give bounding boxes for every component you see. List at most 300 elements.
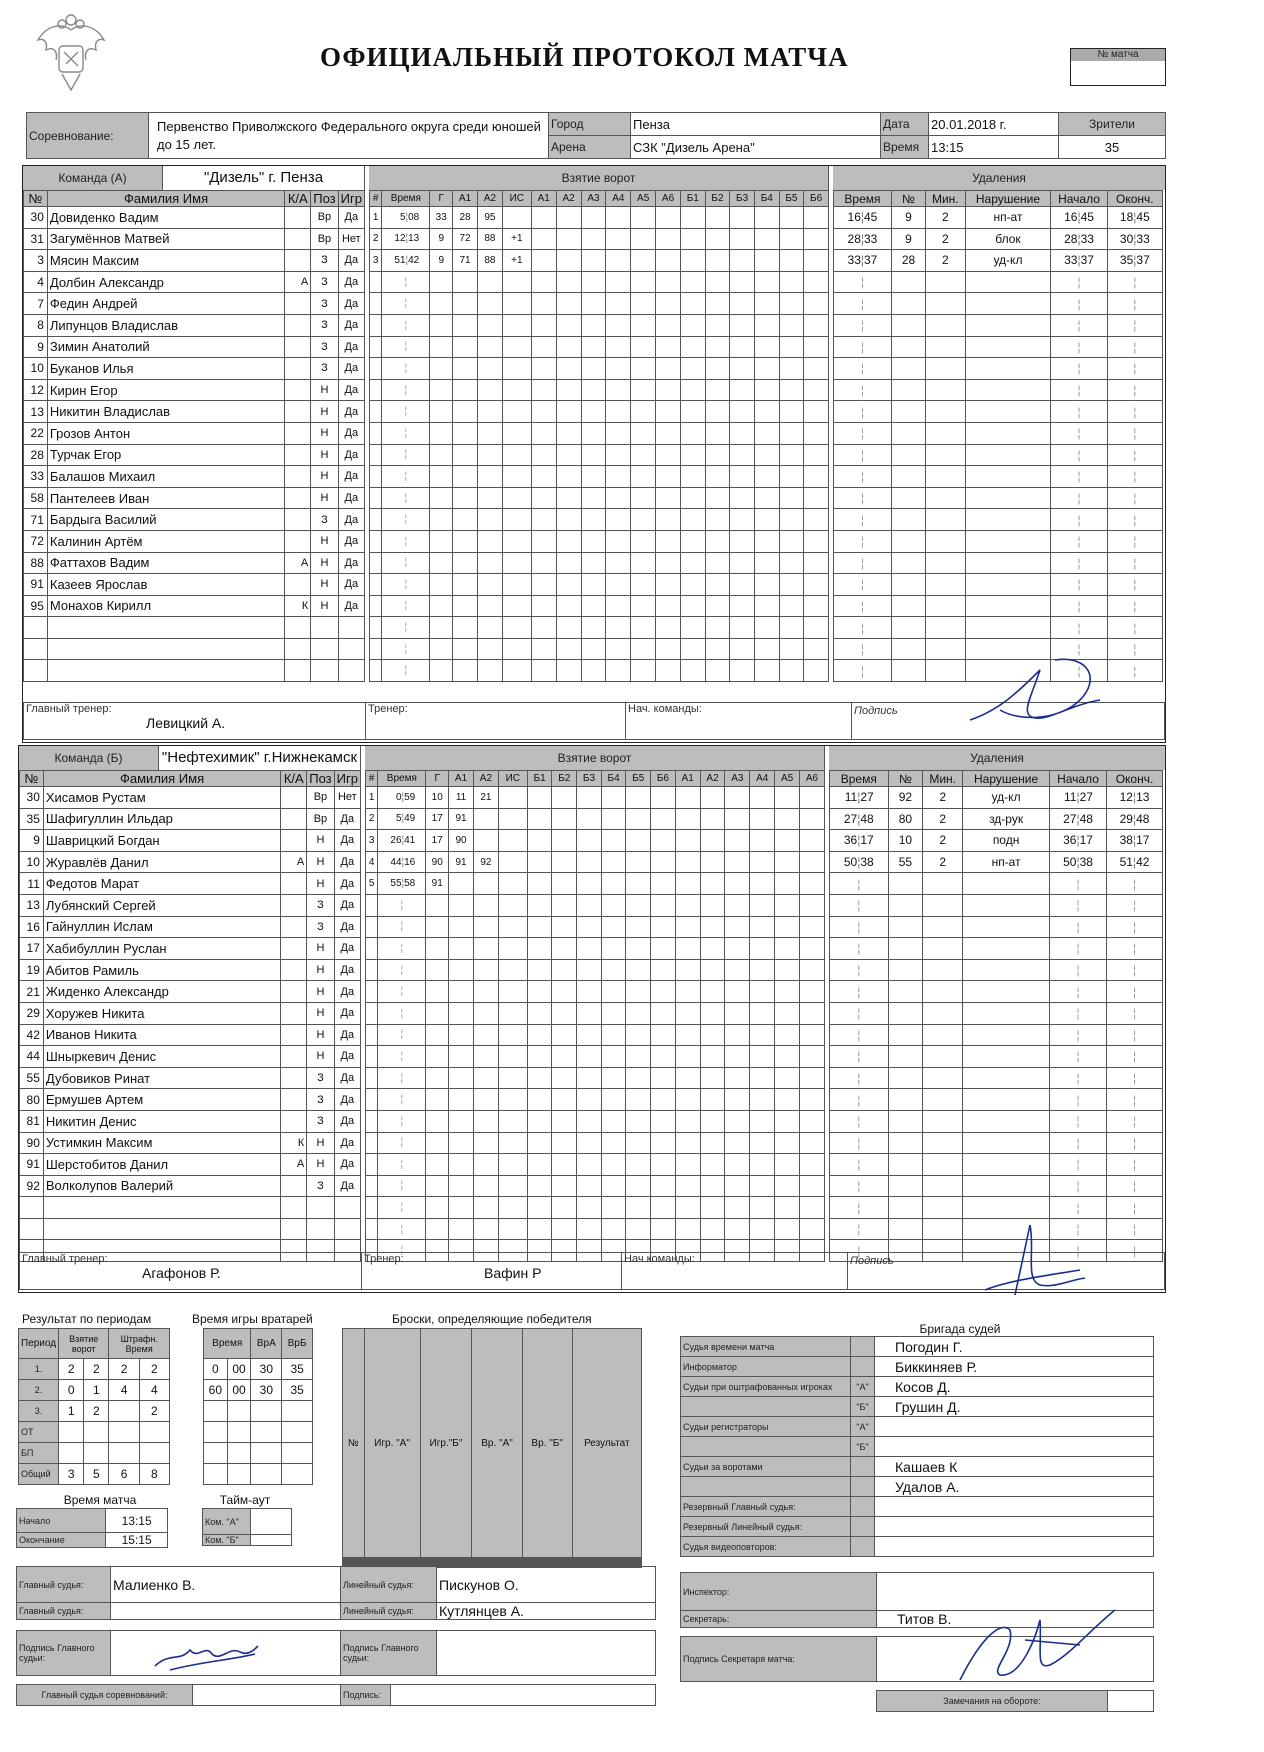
on-ice-cell[interactable] <box>779 271 804 293</box>
on-ice-cell[interactable] <box>700 1175 725 1197</box>
on-ice-cell[interactable] <box>577 959 602 981</box>
on-ice-cell[interactable] <box>700 1002 725 1024</box>
on-ice-cell[interactable] <box>700 938 725 960</box>
on-ice-cell[interactable] <box>680 595 705 617</box>
on-ice-cell[interactable] <box>531 530 556 552</box>
on-ice-cell[interactable] <box>800 981 825 1003</box>
on-ice-cell[interactable] <box>601 938 626 960</box>
on-ice-cell[interactable] <box>577 787 602 809</box>
on-ice-cell[interactable] <box>779 250 804 272</box>
on-ice-cell[interactable] <box>680 228 705 250</box>
on-ice-cell[interactable] <box>779 314 804 336</box>
on-ice-cell[interactable] <box>631 358 656 380</box>
on-ice-cell[interactable] <box>581 595 606 617</box>
on-ice-cell[interactable] <box>725 959 750 981</box>
on-ice-cell[interactable] <box>680 422 705 444</box>
on-ice-cell[interactable] <box>705 617 730 639</box>
on-ice-cell[interactable] <box>651 959 676 981</box>
on-ice-cell[interactable] <box>775 894 800 916</box>
on-ice-cell[interactable] <box>754 509 779 531</box>
on-ice-cell[interactable] <box>581 401 606 423</box>
on-ice-cell[interactable] <box>531 293 556 315</box>
on-ice-cell[interactable] <box>705 401 730 423</box>
on-ice-cell[interactable] <box>804 314 829 336</box>
on-ice-cell[interactable] <box>552 1175 577 1197</box>
on-ice-cell[interactable] <box>800 1197 825 1219</box>
on-ice-cell[interactable] <box>804 444 829 466</box>
on-ice-cell[interactable] <box>577 1046 602 1068</box>
on-ice-cell[interactable] <box>527 830 552 852</box>
on-ice-cell[interactable] <box>730 401 755 423</box>
on-ice-cell[interactable] <box>577 1067 602 1089</box>
on-ice-cell[interactable] <box>754 422 779 444</box>
on-ice-cell[interactable] <box>527 959 552 981</box>
on-ice-cell[interactable] <box>527 1024 552 1046</box>
on-ice-cell[interactable] <box>552 787 577 809</box>
on-ice-cell[interactable] <box>705 660 730 682</box>
on-ice-cell[interactable] <box>626 981 651 1003</box>
on-ice-cell[interactable] <box>804 228 829 250</box>
on-ice-cell[interactable] <box>754 207 779 229</box>
on-ice-cell[interactable] <box>527 808 552 830</box>
on-ice-cell[interactable] <box>577 916 602 938</box>
on-ice-cell[interactable] <box>577 894 602 916</box>
on-ice-cell[interactable] <box>775 1132 800 1154</box>
on-ice-cell[interactable] <box>581 444 606 466</box>
on-ice-cell[interactable] <box>800 1067 825 1089</box>
on-ice-cell[interactable] <box>531 314 556 336</box>
on-ice-cell[interactable] <box>725 894 750 916</box>
on-ice-cell[interactable] <box>675 1218 700 1240</box>
on-ice-cell[interactable] <box>700 981 725 1003</box>
referee-2-sign-cell[interactable] <box>437 1631 656 1676</box>
on-ice-cell[interactable] <box>750 938 775 960</box>
on-ice-cell[interactable] <box>700 959 725 981</box>
on-ice-cell[interactable] <box>577 1132 602 1154</box>
on-ice-cell[interactable] <box>631 466 656 488</box>
on-ice-cell[interactable] <box>775 787 800 809</box>
on-ice-cell[interactable] <box>631 617 656 639</box>
on-ice-cell[interactable] <box>800 873 825 895</box>
on-ice-cell[interactable] <box>730 552 755 574</box>
on-ice-cell[interactable] <box>804 509 829 531</box>
on-ice-cell[interactable] <box>656 487 681 509</box>
on-ice-cell[interactable] <box>675 1175 700 1197</box>
on-ice-cell[interactable] <box>656 207 681 229</box>
on-ice-cell[interactable] <box>804 358 829 380</box>
on-ice-cell[interactable] <box>680 314 705 336</box>
on-ice-cell[interactable] <box>552 894 577 916</box>
on-ice-cell[interactable] <box>775 916 800 938</box>
on-ice-cell[interactable] <box>700 851 725 873</box>
on-ice-cell[interactable] <box>675 1002 700 1024</box>
on-ice-cell[interactable] <box>750 959 775 981</box>
on-ice-cell[interactable] <box>606 358 631 380</box>
on-ice-cell[interactable] <box>631 487 656 509</box>
on-ice-cell[interactable] <box>800 1218 825 1240</box>
on-ice-cell[interactable] <box>750 1110 775 1132</box>
on-ice-cell[interactable] <box>725 981 750 1003</box>
on-ice-cell[interactable] <box>705 444 730 466</box>
on-ice-cell[interactable] <box>577 1197 602 1219</box>
on-ice-cell[interactable] <box>700 1154 725 1176</box>
on-ice-cell[interactable] <box>800 851 825 873</box>
on-ice-cell[interactable] <box>606 509 631 531</box>
on-ice-cell[interactable] <box>680 336 705 358</box>
on-ice-cell[interactable] <box>531 466 556 488</box>
on-ice-cell[interactable] <box>556 228 581 250</box>
on-ice-cell[interactable] <box>601 1110 626 1132</box>
on-ice-cell[interactable] <box>779 638 804 660</box>
on-ice-cell[interactable] <box>656 314 681 336</box>
on-ice-cell[interactable] <box>700 894 725 916</box>
on-ice-cell[interactable] <box>775 1024 800 1046</box>
on-ice-cell[interactable] <box>606 314 631 336</box>
on-ice-cell[interactable] <box>552 981 577 1003</box>
on-ice-cell[interactable] <box>700 1067 725 1089</box>
on-ice-cell[interactable] <box>556 638 581 660</box>
on-ice-cell[interactable] <box>750 916 775 938</box>
on-ice-cell[interactable] <box>556 574 581 596</box>
on-ice-cell[interactable] <box>705 207 730 229</box>
on-ice-cell[interactable] <box>804 336 829 358</box>
on-ice-cell[interactable] <box>531 379 556 401</box>
on-ice-cell[interactable] <box>601 959 626 981</box>
on-ice-cell[interactable] <box>725 1175 750 1197</box>
on-ice-cell[interactable] <box>577 873 602 895</box>
on-ice-cell[interactable] <box>601 1154 626 1176</box>
on-ice-cell[interactable] <box>527 916 552 938</box>
on-ice-cell[interactable] <box>779 422 804 444</box>
on-ice-cell[interactable] <box>725 808 750 830</box>
on-ice-cell[interactable] <box>680 617 705 639</box>
on-ice-cell[interactable] <box>700 1218 725 1240</box>
on-ice-cell[interactable] <box>675 808 700 830</box>
on-ice-cell[interactable] <box>527 1132 552 1154</box>
on-ice-cell[interactable] <box>779 336 804 358</box>
on-ice-cell[interactable] <box>680 487 705 509</box>
on-ice-cell[interactable] <box>651 1046 676 1068</box>
on-ice-cell[interactable] <box>631 379 656 401</box>
on-ice-cell[interactable] <box>680 379 705 401</box>
on-ice-cell[interactable] <box>730 379 755 401</box>
on-ice-cell[interactable] <box>675 916 700 938</box>
on-ice-cell[interactable] <box>601 787 626 809</box>
on-ice-cell[interactable] <box>626 959 651 981</box>
on-ice-cell[interactable] <box>754 444 779 466</box>
on-ice-cell[interactable] <box>606 250 631 272</box>
on-ice-cell[interactable] <box>730 530 755 552</box>
on-ice-cell[interactable] <box>725 1197 750 1219</box>
on-ice-cell[interactable] <box>700 873 725 895</box>
on-ice-cell[interactable] <box>601 981 626 1003</box>
comp-referee-value[interactable] <box>193 1685 341 1706</box>
on-ice-cell[interactable] <box>750 1154 775 1176</box>
on-ice-cell[interactable] <box>651 1132 676 1154</box>
on-ice-cell[interactable] <box>581 638 606 660</box>
on-ice-cell[interactable] <box>601 1067 626 1089</box>
on-ice-cell[interactable] <box>680 207 705 229</box>
on-ice-cell[interactable] <box>730 422 755 444</box>
on-ice-cell[interactable] <box>675 1132 700 1154</box>
on-ice-cell[interactable] <box>700 1197 725 1219</box>
on-ice-cell[interactable] <box>705 509 730 531</box>
on-ice-cell[interactable] <box>750 808 775 830</box>
on-ice-cell[interactable] <box>631 401 656 423</box>
on-ice-cell[interactable] <box>779 552 804 574</box>
on-ice-cell[interactable] <box>800 1110 825 1132</box>
on-ice-cell[interactable] <box>800 830 825 852</box>
on-ice-cell[interactable] <box>581 358 606 380</box>
on-ice-cell[interactable] <box>656 595 681 617</box>
on-ice-cell[interactable] <box>606 574 631 596</box>
on-ice-cell[interactable] <box>626 851 651 873</box>
on-ice-cell[interactable] <box>656 466 681 488</box>
on-ice-cell[interactable] <box>779 444 804 466</box>
on-ice-cell[interactable] <box>577 1175 602 1197</box>
on-ice-cell[interactable] <box>552 959 577 981</box>
on-ice-cell[interactable] <box>705 574 730 596</box>
on-ice-cell[interactable] <box>675 1024 700 1046</box>
on-ice-cell[interactable] <box>680 358 705 380</box>
on-ice-cell[interactable] <box>754 574 779 596</box>
on-ice-cell[interactable] <box>552 1002 577 1024</box>
on-ice-cell[interactable] <box>754 358 779 380</box>
on-ice-cell[interactable] <box>656 638 681 660</box>
on-ice-cell[interactable] <box>700 916 725 938</box>
on-ice-cell[interactable] <box>601 1218 626 1240</box>
on-ice-cell[interactable] <box>675 1197 700 1219</box>
on-ice-cell[interactable] <box>680 530 705 552</box>
on-ice-cell[interactable] <box>730 574 755 596</box>
on-ice-cell[interactable] <box>754 379 779 401</box>
on-ice-cell[interactable] <box>631 207 656 229</box>
on-ice-cell[interactable] <box>750 981 775 1003</box>
on-ice-cell[interactable] <box>631 271 656 293</box>
on-ice-cell[interactable] <box>779 530 804 552</box>
on-ice-cell[interactable] <box>800 1175 825 1197</box>
timeout-a-value[interactable] <box>251 1509 292 1535</box>
on-ice-cell[interactable] <box>527 851 552 873</box>
on-ice-cell[interactable] <box>705 293 730 315</box>
on-ice-cell[interactable] <box>601 873 626 895</box>
on-ice-cell[interactable] <box>531 487 556 509</box>
on-ice-cell[interactable] <box>700 1024 725 1046</box>
on-ice-cell[interactable] <box>601 1132 626 1154</box>
on-ice-cell[interactable] <box>601 1089 626 1111</box>
on-ice-cell[interactable] <box>651 1089 676 1111</box>
on-ice-cell[interactable] <box>601 1002 626 1024</box>
on-ice-cell[interactable] <box>581 466 606 488</box>
on-ice-cell[interactable] <box>577 1002 602 1024</box>
on-ice-cell[interactable] <box>527 787 552 809</box>
on-ice-cell[interactable] <box>675 1046 700 1068</box>
on-ice-cell[interactable] <box>779 379 804 401</box>
on-ice-cell[interactable] <box>779 617 804 639</box>
on-ice-cell[interactable] <box>750 894 775 916</box>
on-ice-cell[interactable] <box>527 894 552 916</box>
on-ice-cell[interactable] <box>754 595 779 617</box>
on-ice-cell[interactable] <box>556 358 581 380</box>
on-ice-cell[interactable] <box>556 422 581 444</box>
on-ice-cell[interactable] <box>675 1067 700 1089</box>
on-ice-cell[interactable] <box>779 466 804 488</box>
on-ice-cell[interactable] <box>730 487 755 509</box>
on-ice-cell[interactable] <box>725 1218 750 1240</box>
on-ice-cell[interactable] <box>779 358 804 380</box>
on-ice-cell[interactable] <box>556 379 581 401</box>
on-ice-cell[interactable] <box>552 1067 577 1089</box>
on-ice-cell[interactable] <box>775 938 800 960</box>
on-ice-cell[interactable] <box>804 466 829 488</box>
on-ice-cell[interactable] <box>656 552 681 574</box>
on-ice-cell[interactable] <box>552 830 577 852</box>
on-ice-cell[interactable] <box>556 530 581 552</box>
on-ice-cell[interactable] <box>804 660 829 682</box>
on-ice-cell[interactable] <box>750 873 775 895</box>
on-ice-cell[interactable] <box>779 293 804 315</box>
on-ice-cell[interactable] <box>725 1154 750 1176</box>
on-ice-cell[interactable] <box>631 422 656 444</box>
on-ice-cell[interactable] <box>606 207 631 229</box>
on-ice-cell[interactable] <box>552 1197 577 1219</box>
match-number-box[interactable] <box>1070 48 1166 86</box>
on-ice-cell[interactable] <box>800 916 825 938</box>
on-ice-cell[interactable] <box>581 336 606 358</box>
on-ice-cell[interactable] <box>754 552 779 574</box>
on-ice-cell[interactable] <box>626 787 651 809</box>
on-ice-cell[interactable] <box>800 1089 825 1111</box>
on-ice-cell[interactable] <box>606 444 631 466</box>
on-ice-cell[interactable] <box>552 851 577 873</box>
on-ice-cell[interactable] <box>577 1154 602 1176</box>
on-ice-cell[interactable] <box>651 1110 676 1132</box>
on-ice-cell[interactable] <box>779 228 804 250</box>
on-ice-cell[interactable] <box>705 638 730 660</box>
on-ice-cell[interactable] <box>581 574 606 596</box>
on-ice-cell[interactable] <box>779 660 804 682</box>
comp-sign-cell[interactable] <box>391 1685 656 1706</box>
on-ice-cell[interactable] <box>750 1175 775 1197</box>
on-ice-cell[interactable] <box>730 595 755 617</box>
on-ice-cell[interactable] <box>750 1067 775 1089</box>
on-ice-cell[interactable] <box>804 422 829 444</box>
on-ice-cell[interactable] <box>531 401 556 423</box>
on-ice-cell[interactable] <box>601 1046 626 1068</box>
on-ice-cell[interactable] <box>754 336 779 358</box>
on-ice-cell[interactable] <box>556 617 581 639</box>
on-ice-cell[interactable] <box>804 487 829 509</box>
on-ice-cell[interactable] <box>705 250 730 272</box>
on-ice-cell[interactable] <box>552 1132 577 1154</box>
on-ice-cell[interactable] <box>804 638 829 660</box>
on-ice-cell[interactable] <box>730 509 755 531</box>
on-ice-cell[interactable] <box>552 938 577 960</box>
on-ice-cell[interactable] <box>675 851 700 873</box>
on-ice-cell[interactable] <box>725 1110 750 1132</box>
on-ice-cell[interactable] <box>581 207 606 229</box>
on-ice-cell[interactable] <box>754 271 779 293</box>
on-ice-cell[interactable] <box>552 808 577 830</box>
on-ice-cell[interactable] <box>705 487 730 509</box>
on-ice-cell[interactable] <box>631 250 656 272</box>
on-ice-cell[interactable] <box>556 250 581 272</box>
on-ice-cell[interactable] <box>527 981 552 1003</box>
on-ice-cell[interactable] <box>804 552 829 574</box>
on-ice-cell[interactable] <box>700 1089 725 1111</box>
on-ice-cell[interactable] <box>527 1154 552 1176</box>
on-ice-cell[interactable] <box>606 660 631 682</box>
on-ice-cell[interactable] <box>680 293 705 315</box>
on-ice-cell[interactable] <box>651 808 676 830</box>
on-ice-cell[interactable] <box>626 1175 651 1197</box>
on-ice-cell[interactable] <box>680 660 705 682</box>
on-ice-cell[interactable] <box>750 1024 775 1046</box>
on-ice-cell[interactable] <box>531 509 556 531</box>
on-ice-cell[interactable] <box>606 336 631 358</box>
on-ice-cell[interactable] <box>531 574 556 596</box>
on-ice-cell[interactable] <box>754 293 779 315</box>
on-ice-cell[interactable] <box>730 271 755 293</box>
on-ice-cell[interactable] <box>800 787 825 809</box>
on-ice-cell[interactable] <box>705 422 730 444</box>
on-ice-cell[interactable] <box>775 1110 800 1132</box>
on-ice-cell[interactable] <box>631 314 656 336</box>
on-ice-cell[interactable] <box>700 830 725 852</box>
on-ice-cell[interactable] <box>626 1002 651 1024</box>
on-ice-cell[interactable] <box>606 595 631 617</box>
on-ice-cell[interactable] <box>800 1002 825 1024</box>
on-ice-cell[interactable] <box>601 808 626 830</box>
on-ice-cell[interactable] <box>581 379 606 401</box>
on-ice-cell[interactable] <box>651 1154 676 1176</box>
on-ice-cell[interactable] <box>631 336 656 358</box>
on-ice-cell[interactable] <box>631 595 656 617</box>
on-ice-cell[interactable] <box>601 1175 626 1197</box>
on-ice-cell[interactable] <box>804 595 829 617</box>
on-ice-cell[interactable] <box>527 1089 552 1111</box>
on-ice-cell[interactable] <box>804 207 829 229</box>
on-ice-cell[interactable] <box>531 660 556 682</box>
on-ice-cell[interactable] <box>730 617 755 639</box>
on-ice-cell[interactable] <box>531 444 556 466</box>
on-ice-cell[interactable] <box>800 1132 825 1154</box>
on-ice-cell[interactable] <box>651 873 676 895</box>
on-ice-cell[interactable] <box>651 938 676 960</box>
on-ice-cell[interactable] <box>527 1175 552 1197</box>
on-ice-cell[interactable] <box>631 293 656 315</box>
on-ice-cell[interactable] <box>675 787 700 809</box>
on-ice-cell[interactable] <box>651 1067 676 1089</box>
on-ice-cell[interactable] <box>680 552 705 574</box>
on-ice-cell[interactable] <box>775 1197 800 1219</box>
on-ice-cell[interactable] <box>800 1154 825 1176</box>
on-ice-cell[interactable] <box>552 916 577 938</box>
on-ice-cell[interactable] <box>626 1046 651 1068</box>
on-ice-cell[interactable] <box>656 271 681 293</box>
on-ice-cell[interactable] <box>581 228 606 250</box>
on-ice-cell[interactable] <box>675 1110 700 1132</box>
on-ice-cell[interactable] <box>631 552 656 574</box>
on-ice-cell[interactable] <box>606 487 631 509</box>
on-ice-cell[interactable] <box>754 660 779 682</box>
on-ice-cell[interactable] <box>775 873 800 895</box>
on-ice-cell[interactable] <box>730 444 755 466</box>
on-ice-cell[interactable] <box>606 379 631 401</box>
on-ice-cell[interactable] <box>626 894 651 916</box>
on-ice-cell[interactable] <box>754 530 779 552</box>
on-ice-cell[interactable] <box>730 358 755 380</box>
